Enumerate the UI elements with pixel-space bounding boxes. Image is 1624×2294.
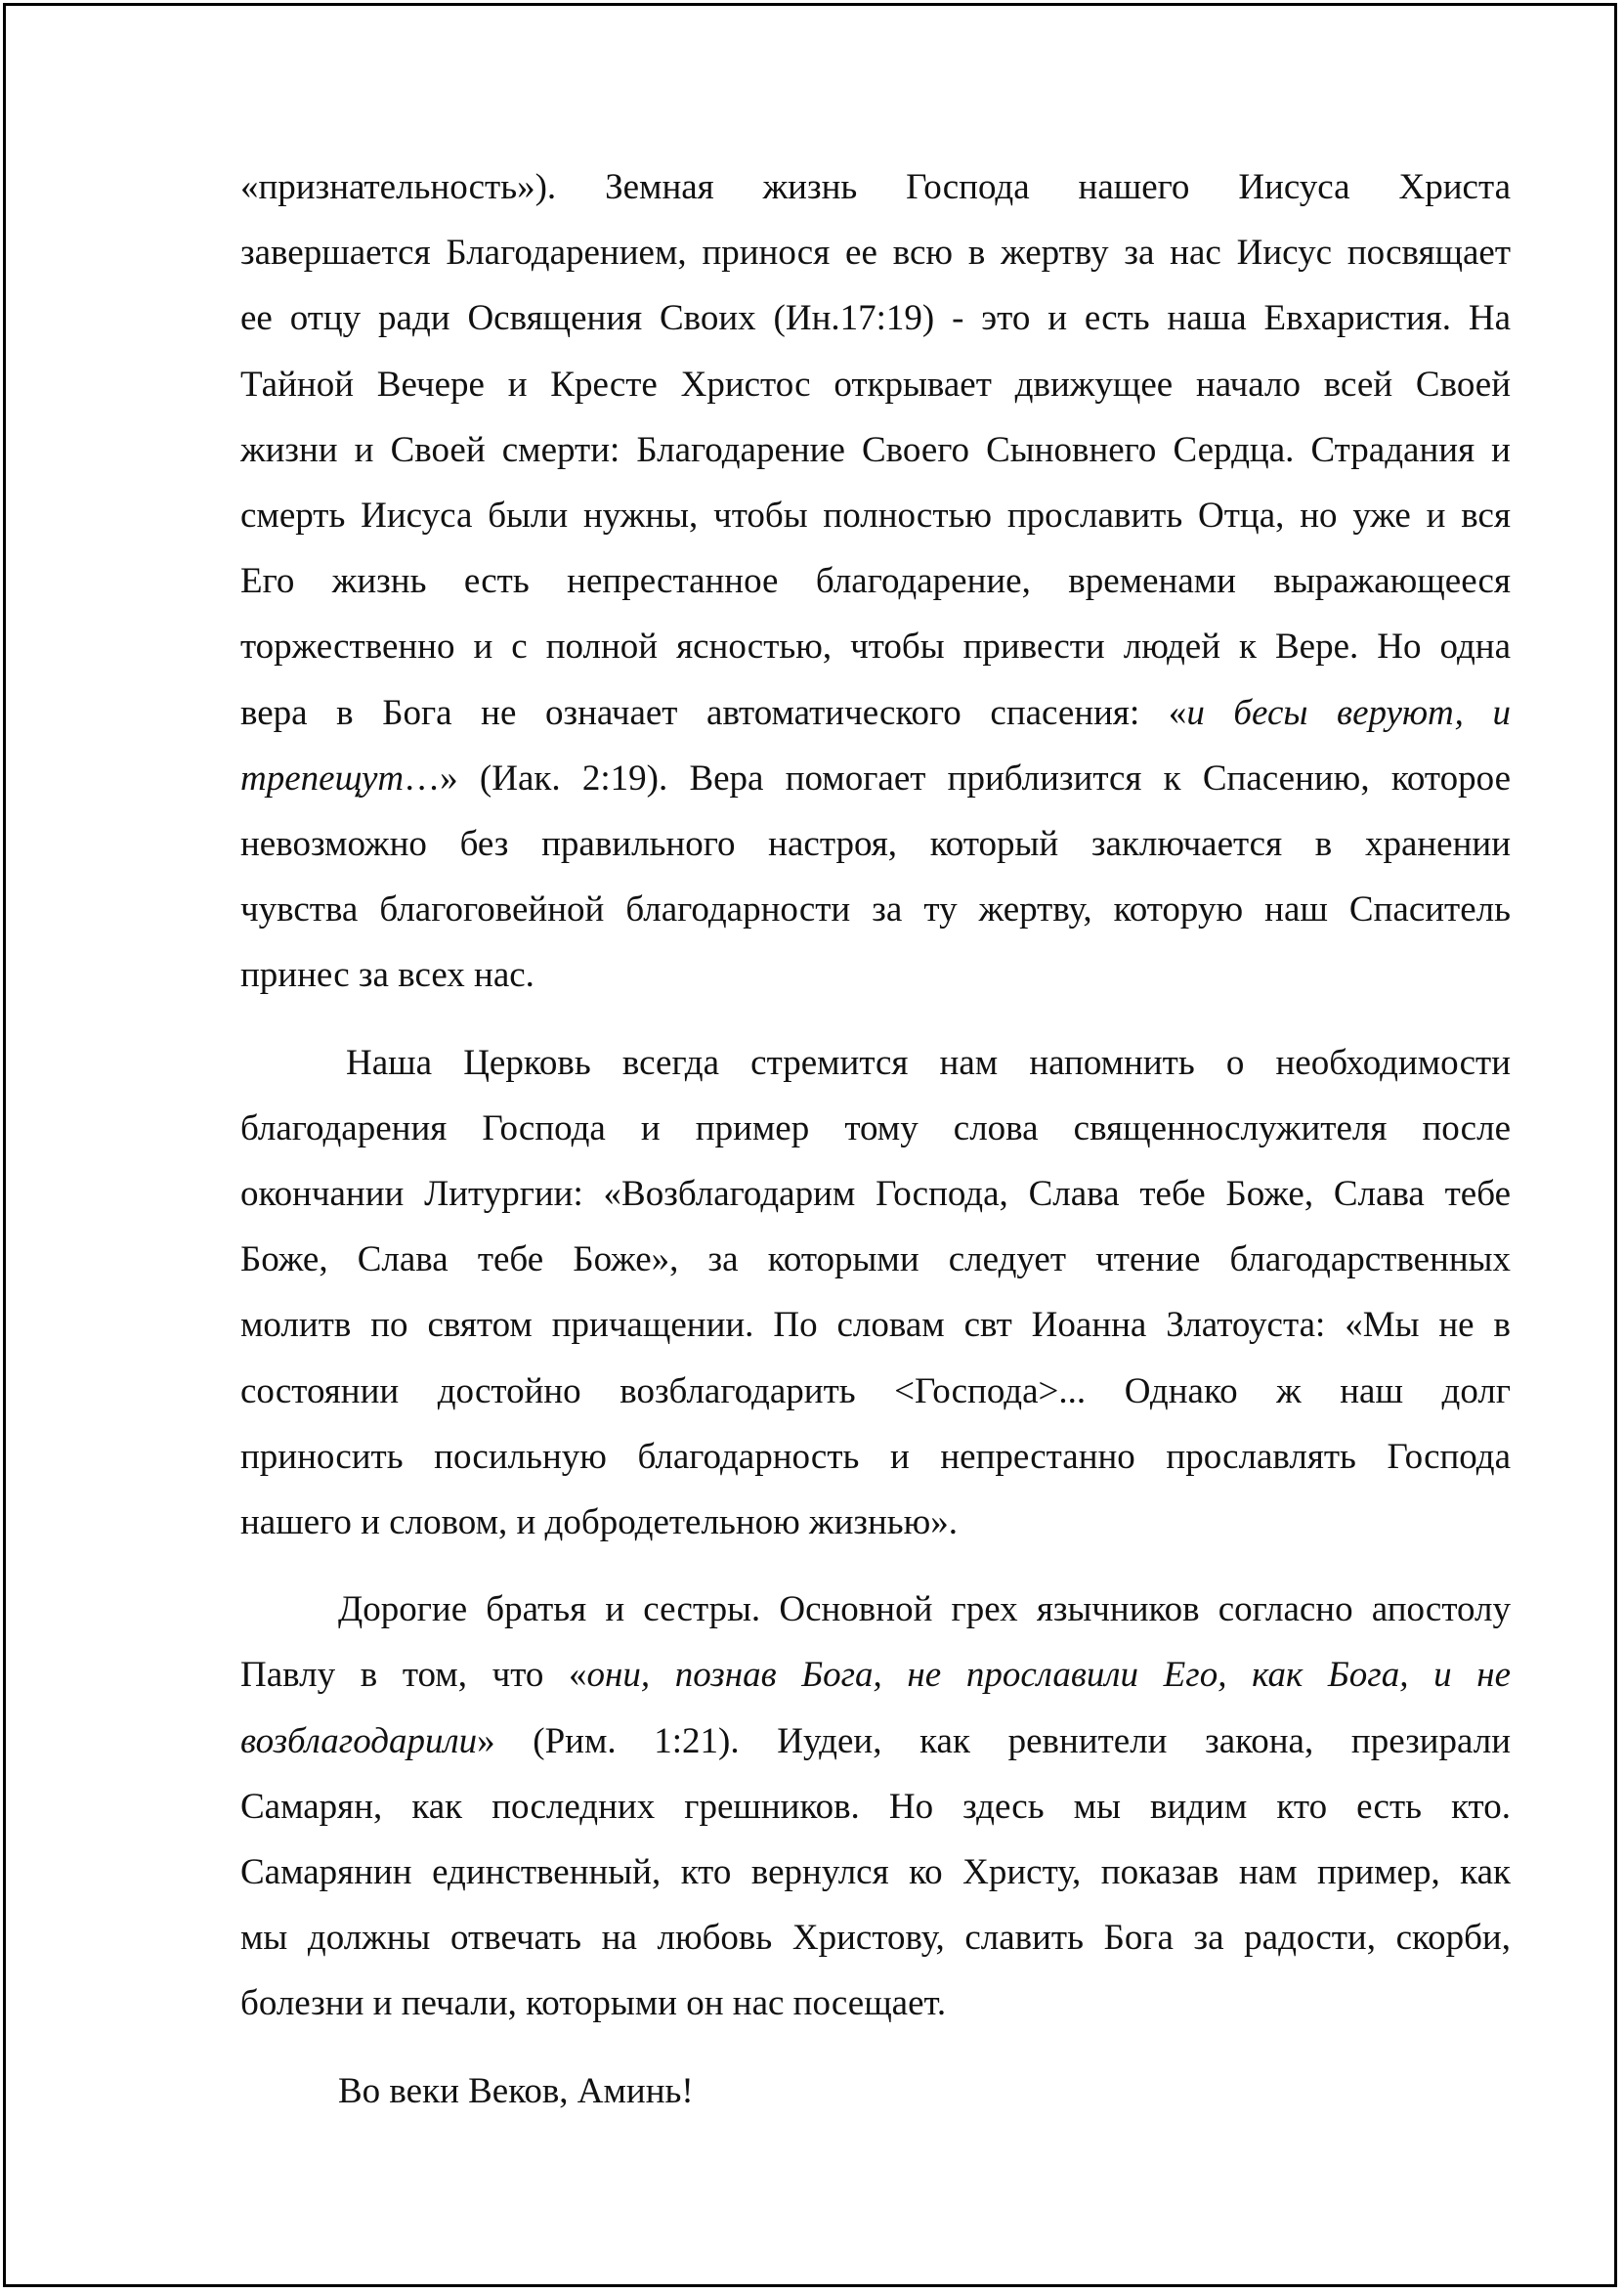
paragraph-4 (240, 2058, 1511, 2124)
text-line (240, 220, 1511, 285)
text-run: Тайной Вечере и Кресте Христос открывает движущее начало всей Своей (240, 364, 1511, 405)
document-body (240, 154, 1511, 2145)
text-run: нашего и словом, и добродетельною жизнью». (240, 1502, 959, 1543)
text-run: ее отцу ради Освящения Своих (Ин.17:19) - это и есть наша Евхаристия. На (240, 298, 1511, 339)
text-line (240, 877, 1511, 942)
italic-quote: трепещут (240, 757, 405, 799)
text-run: благодарения Господа и пример тому слова священнослужителя после (240, 1107, 1511, 1148)
text-run: невозможно без правильного настроя, который заключается в хранении (240, 824, 1511, 865)
text-run: торжественно и с полной ясностью, чтобы привести людей к Вере. Но одна (240, 627, 1511, 668)
text-run: «признательность»). Земная жизнь Господа нашего Иисуса Христа (240, 167, 1511, 207)
text-line (240, 680, 1511, 746)
text-line (240, 1577, 1511, 1642)
text-line (240, 811, 1511, 877)
text-line (240, 1774, 1511, 1840)
text-line (240, 352, 1511, 417)
text-line (240, 1292, 1511, 1358)
text-line (240, 1490, 1511, 1555)
text-line (240, 1030, 1511, 1096)
text-run: молитв по святом причащении. По словам свт Иоанна Златоуста: «Мы не в (240, 1305, 1511, 1346)
text-line (240, 417, 1511, 483)
text-run: » (Рим. 1:21). Иудеи, как ревнители закона, презирали (477, 1720, 1511, 1761)
text-line (240, 483, 1511, 548)
text-run: Павлу в том, что « (240, 1655, 587, 1696)
text-run: Самарянин единственный, кто вернулся ко Христу, показав нам пример, как (240, 1852, 1511, 1893)
text-line (240, 1424, 1511, 1490)
text-line (240, 1709, 1511, 1774)
text-run: принес за всех нас. (240, 955, 534, 996)
italic-quote: и бесы веруют, и (1186, 692, 1512, 733)
text-run: жизни и Своей смерти: Благодарение Своего Сыновнего Сердца. Страдания и (240, 429, 1511, 470)
page-frame (3, 3, 1617, 2287)
text-line (240, 746, 1511, 811)
text-run: завершается Благодарением, принося ее всю в жертву за нас Иисус посвящает (240, 233, 1511, 274)
paragraph-3 (240, 1577, 1511, 2036)
text-line (240, 548, 1511, 614)
text-run: чувства благоговейной благодарности за ту жертву, которую наш Спаситель (240, 889, 1511, 931)
text-line (240, 154, 1511, 220)
text-run: смерть Иисуса были нужны, чтобы полностью прославить Отца, но уже и вся (240, 496, 1511, 537)
paragraph-1 (240, 154, 1511, 1009)
text-run: вера в Бога не означает автоматического спасения: « (240, 692, 1187, 733)
text-line (240, 1161, 1511, 1227)
text-line (240, 1642, 1511, 1708)
text-line (240, 1096, 1511, 1161)
text-line (240, 2058, 1511, 2124)
text-line (240, 285, 1511, 351)
italic-quote: они, познав Бога, не прославили Его, как Бога, и не (586, 1655, 1511, 1696)
text-run: окончании Литургии: «Возблагодарим Господа, Слава тебе Боже, Слава тебе (240, 1174, 1511, 1215)
text-run: болезни и печали, которыми он нас посещает. (240, 1983, 947, 2024)
text-line (240, 1970, 1511, 2036)
text-line (240, 1359, 1511, 1424)
text-run: Во веки Веков, Аминь! (338, 2070, 694, 2111)
text-run: мы должны отвечать на любовь Христову, славить Бога за радости, скорби, (240, 1918, 1511, 1959)
text-line (240, 1905, 1511, 1970)
text-run: состоянии достойно возблагодарить <Господа>... Однако ж наш долг (240, 1370, 1511, 1411)
text-run: Боже, Слава тебе Боже», за которыми следует чтение благодарственных (240, 1239, 1511, 1280)
text-run: Его жизнь есть непрестанное благодарение, временами выражающееся (240, 561, 1511, 602)
text-line (240, 1227, 1511, 1292)
text-line (240, 614, 1511, 679)
text-run: Дорогие братья и сестры. Основной грех язычников согласно апостолу (338, 1589, 1511, 1630)
paragraph-2 (240, 1030, 1511, 1556)
text-line (240, 942, 1511, 1008)
italic-quote: возблагодарили (240, 1720, 478, 1761)
text-run: приносить посильную благодарность и непрестанно прославлять Господа (240, 1436, 1511, 1477)
text-line (240, 1840, 1511, 1905)
text-run: Наша Церковь всегда стремится нам напомнить о необходимости (346, 1042, 1511, 1083)
text-run: Самарян, как последних грешников. Но здесь мы видим кто есть кто. (240, 1786, 1511, 1827)
text-run: …» (Иак. 2:19). Вера помогает приблизится к Спасению, которое (404, 757, 1511, 799)
